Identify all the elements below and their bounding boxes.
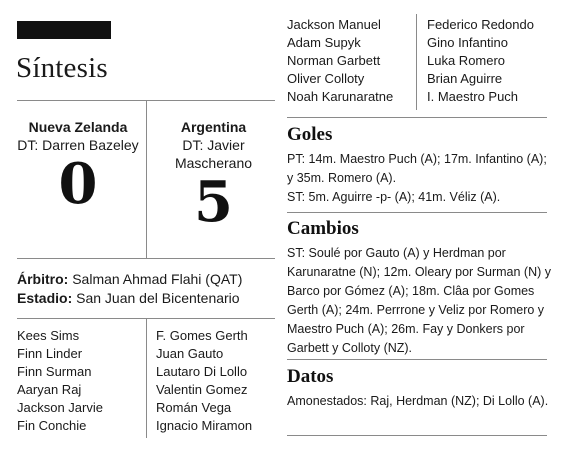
referee-label: Árbitro: xyxy=(17,271,69,287)
officials-block xyxy=(17,270,242,308)
player-name: Adam Supyk xyxy=(287,35,361,50)
player-name: Aaryan Raj xyxy=(17,382,82,397)
home-lineup-col1 xyxy=(17,327,103,435)
player-name: Federico Redondo xyxy=(427,17,534,32)
stadium-label: Estadio: xyxy=(17,290,73,306)
divider xyxy=(416,14,417,110)
divider xyxy=(17,258,275,259)
page-title: Síntesis xyxy=(16,52,108,84)
away-lineup-col1 xyxy=(156,327,252,435)
home-team-block xyxy=(17,118,139,217)
goles-text xyxy=(287,150,551,207)
section-accent-bar xyxy=(17,21,111,39)
home-team-name: Nueva Zelanda xyxy=(28,119,128,135)
cambios-text: ST: Soulé por Gauto (A) y Herdman por Karunaratne (N); 12m. Oleary por Surman (N) y Barco por Gómez (A); 18m. Clâa por Gomes Gerth (A); 24m. Perrrone y Veliz por Romero y Maestro Puch (A); 26m. Fay y Donkers por Garbett y Colloty (NZ). xyxy=(287,246,551,355)
datos-heading: Datos xyxy=(287,366,334,387)
player-name: I. Maestro Puch xyxy=(427,89,519,104)
divider xyxy=(287,359,547,360)
player-name: Finn Surman xyxy=(17,364,92,379)
player-name: Román Vega xyxy=(156,400,232,415)
referee-name: Salman Ahmad Flahi (QAT) xyxy=(72,271,243,287)
player-name: Brian Aguirre xyxy=(427,71,503,86)
divider xyxy=(287,435,547,436)
divider xyxy=(287,117,547,118)
home-score: 0 xyxy=(58,151,98,217)
player-name: Norman Garbett xyxy=(287,53,381,68)
player-name: F. Gomes Gerth xyxy=(156,328,248,343)
player-name: Finn Linder xyxy=(17,346,83,361)
stadium-name: San Juan del Bicentenario xyxy=(76,290,240,306)
player-name: Valentin Gomez xyxy=(156,382,248,397)
away-lineup-col2 xyxy=(427,16,534,106)
stadium-line xyxy=(17,289,242,308)
goles-second-half: ST: 5m. Aguirre -p- (A); 41m. Véliz (A). xyxy=(287,190,501,204)
player-name: Noah Karunaratne xyxy=(287,89,394,104)
away-score: 5 xyxy=(194,169,233,235)
divider xyxy=(146,100,147,258)
referee-line xyxy=(17,270,242,289)
player-name: Juan Gauto xyxy=(156,346,224,361)
player-name: Kees Sims xyxy=(17,328,80,343)
player-name: Fin Conchie xyxy=(17,418,87,433)
player-name: Ignacio Miramon xyxy=(156,418,253,433)
home-lineup-col2 xyxy=(287,16,393,106)
player-name: Jackson Jarvie xyxy=(17,400,103,415)
player-name: Oliver Colloty xyxy=(287,71,365,86)
player-name: Lautaro Di Lollo xyxy=(156,364,248,379)
player-name: Gino Infantino xyxy=(427,35,508,50)
home-coach: DT: Darren Bazeley xyxy=(17,137,139,153)
away-team-name: Argentina xyxy=(180,119,247,135)
player-name: Jackson Manuel xyxy=(287,17,381,32)
goles-first-half: PT: 14m. Maestro Puch (A); 17m. Infantino (A); y 35m. Romero (A). xyxy=(287,152,547,185)
divider xyxy=(146,318,147,438)
datos-text: Amonestados: Raj, Herdman (NZ); Di Lollo (A). xyxy=(287,394,549,408)
divider xyxy=(287,212,547,213)
away-team-block xyxy=(152,118,275,235)
cambios-heading: Cambios xyxy=(287,218,359,239)
player-name: Luka Romero xyxy=(427,53,506,68)
away-coach: DT: Javier Mascherano xyxy=(174,137,253,171)
goles-heading: Goles xyxy=(287,124,333,145)
